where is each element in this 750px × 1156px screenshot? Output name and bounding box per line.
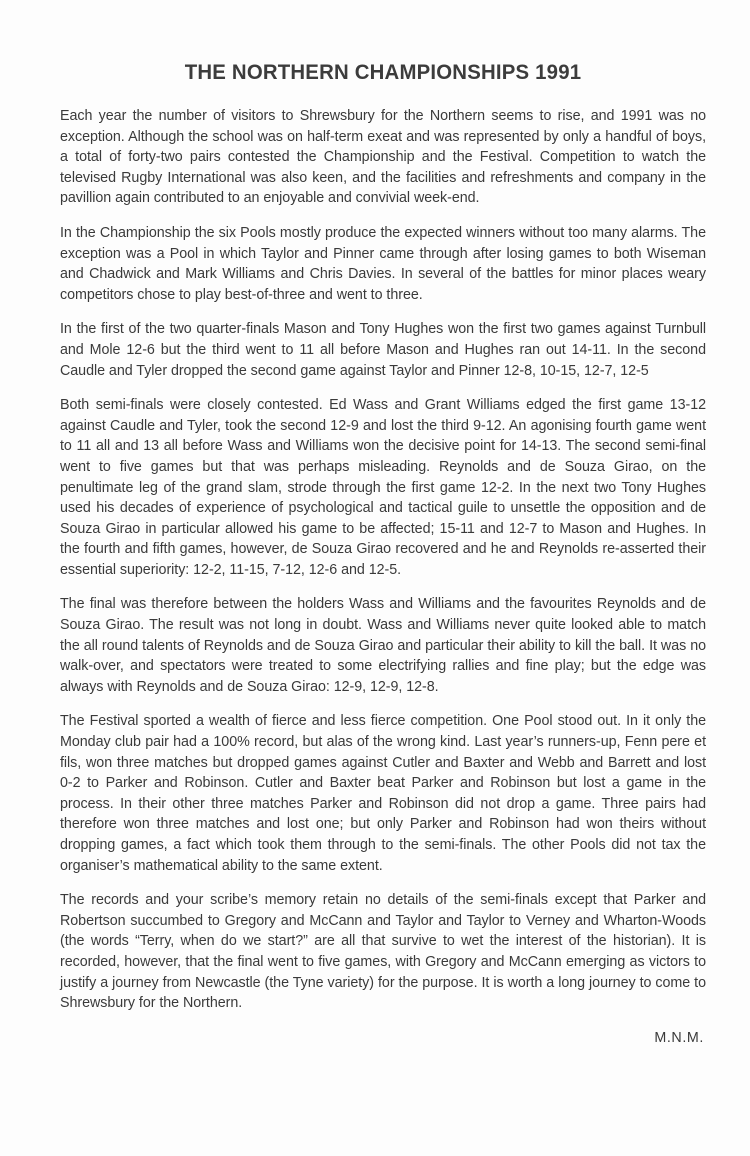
document-page bbox=[60, 58, 706, 1048]
paragraph-quarter-finals: In the first of the two quarter-finals Mason and Tony Hughes won the first two games against Turnbull and Mole 12-6 but the third went to 11 all before Mason and Hughes ran out 14-11. In the second Caudle and Tyler dropped the second game against Taylor and Pinner 12-8, 10-15, 12-7, 12-5 bbox=[60, 321, 706, 379]
paragraph-final: The final was therefore between the holders Wass and Williams and the favourites Reynolds and de Souza Girao. The result was not long in doubt. Wass and Williams never quite looked able to match the all round talents of Reynolds and de Souza Girao and particular their ability to kill the ball. It was no walk-over, and spectators were treated to some electrifying rallies and fine play; but the edge was always with Reynolds and de Souza Girao: 12-9, 12-9, 12-8. bbox=[60, 596, 706, 695]
page-title: THE NORTHERN CHAMPIONSHIPS 1991 bbox=[184, 61, 582, 84]
author-signature: M.N.M. bbox=[654, 1029, 704, 1046]
paragraph-championship-pools: In the Championship the six Pools mostly produce the expected winners without too many alarms. The exception was a Pool in which Taylor and Pinner came through after losing games to both Wiseman and Chadwick and Mark Williams and Chris Davies. In several of the battles for minor places weary competitors chose to play best-of-three and went to three. bbox=[60, 224, 706, 303]
paragraph-introduction: Each year the number of visitors to Shrewsbury for the Northern seems to rise, and 1991 was no exception. Although the school was on half-term exeat and was represented by only a handful of boys, a total of forty-two pairs contested the Championship and the Festival. Competition to watch the televised Rugby International was also keen, and the facilities and refreshments and company in the pavillion again contributed to an enjoyable and convivial week-end. bbox=[60, 108, 706, 207]
paragraph-semi-finals: Both semi-finals were closely contested. Ed Wass and Grant Williams edged the first game 13-12 against Caudle and Tyler, took the second 12-9 and lost the third 9-12. An agonising fourth game went to 11 all and 13 all before Wass and Williams won the decisive point for 14-13. The second semi-final went to five games but that was perhaps misleading. Reynolds and de Souza Girao, on the penultimate leg of the grand slam, strode through the first game 12-2. In the next two Tony Hughes used his decades of experience of psychological and tactical guile to unsettle the opposition and de Souza Girao in particular allowed his game to be affected; 15-11 and 12-7 to Mason and Hughes. In the fourth and fifth games, however, de Souza Girao recovered and he and Reynolds re-asserted their essential superiority: 12-2, 11-15, 7-12, 12-6 and 12-5. bbox=[60, 397, 706, 578]
paragraph-festival: The Festival sported a wealth of fierce and less fierce competition. One Pool stood out. In it only the Monday club pair had a 100% record, but alas of the wrong kind. Last year’s runners-up, Fenn pere et fils, won three matches but dropped games against Cutler and Baxter and Webb and Barrett and lost 0-2 to Parker and Robinson. Cutler and Baxter beat Parker and Robinson but lost a game in the process. In their other three matches Parker and Robinson did not drop a game. Three pairs had therefore won three matches and lost one; but only Parker and Robinson had won theirs without dropping games, a fact which took them through to the semi-finals. The other Pools did not tax the organiser’s mathematical ability to the same extent. bbox=[60, 713, 706, 874]
paragraph-festival-finals: The records and your scribe’s memory retain no details of the semi-finals except that Parker and Robertson succumbed to Gregory and McCann and Taylor and Taylor to Verney and Wharton-Woods (the words “Terry, when do we start?” are all that survive to wet the interest of the historian). It is recorded, however, that the final went to five games, with Gregory and McCann emerging as victors to justify a journey from Newcastle (the Tyne variety) for the purpose. It is worth a long journey to come to Shrewsbury for the Northern. bbox=[60, 892, 706, 1012]
